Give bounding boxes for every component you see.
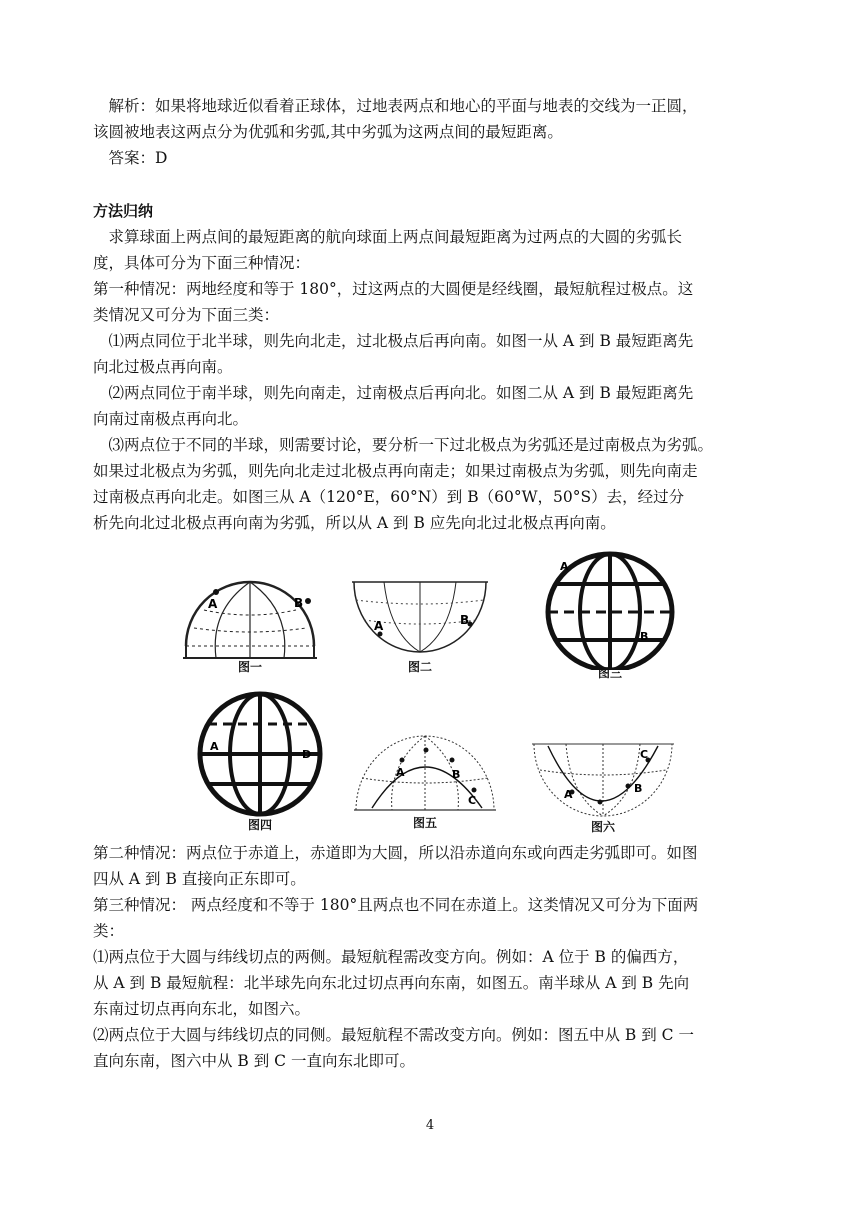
- analysis-line-2: 该圆被地表这两点分为优弧和劣弧,其中劣弧为这两点间的最短距离。: [93, 123, 563, 141]
- figure-2: [350, 578, 490, 678]
- case1-a-line-2: 向北过极点再向南。: [93, 358, 233, 376]
- figure-4-label-d: D: [302, 748, 312, 761]
- figure-5: [352, 728, 498, 832]
- figure-1-caption: 图一: [237, 660, 262, 674]
- case3-line-2: 类：: [93, 922, 125, 940]
- figure-5-drawing: [352, 728, 498, 818]
- analysis-line-1: 解析：如果将地球近似看着正球体，过地表两点和地心的平面与地表的交线为一正圆，: [93, 97, 698, 115]
- intro-line-2: 度，具体可分为下面三种情况：: [93, 254, 311, 272]
- figure-5-label-a: A: [396, 766, 405, 779]
- case1-a-line-1: ⑴两点同位于北半球，则先向北走，过北极点后再向南。如图一从 A 到 B 最短距离先: [93, 332, 694, 350]
- case3-b-line-2: 直向东南，图六中从 B 到 C 一直向东北即可。: [93, 1052, 415, 1070]
- figure-4-caption: 图四: [247, 818, 272, 832]
- figure-6-drawing: [530, 740, 676, 822]
- figure-5-label-b: B: [452, 768, 461, 781]
- figure-2-label-b: B: [460, 613, 470, 627]
- figure-1: [180, 570, 320, 680]
- figure-4-label-a: A: [210, 740, 219, 753]
- figure-1-label-b: B: [294, 596, 304, 610]
- figure-4: [190, 688, 330, 830]
- case1-c-line-3: 过南极点再向北走。如图三从 A（120°E，60°N）到 B（60°W，50°S）去，经过分: [93, 488, 685, 506]
- figure-6-label-b: B: [634, 782, 643, 795]
- figure-5-caption: 图五: [412, 816, 437, 830]
- case1-b-line-2: 向南过南极点再向北。: [93, 410, 249, 428]
- figure-3-caption: 图三: [597, 666, 622, 680]
- figure-5-label-c: C: [468, 794, 477, 807]
- figure-6: [530, 740, 676, 836]
- case2-line-2: 四从 A 到 B 直接向正东即可。: [93, 870, 306, 888]
- case3-a-line-1: ⑴两点位于大圆与纬线切点的两侧。最短航程需改变方向。例如：A 位于 B 的偏西方，: [93, 948, 689, 966]
- figure-3-drawing: [540, 550, 680, 670]
- case3-b-line-1: ⑵两点位于大圆与纬线切点的同侧。最短航程不需改变方向。例如：图五中从 B 到 C 一: [93, 1026, 694, 1044]
- case1-c-line-2: 如果过北极点为劣弧，则先向北走过北极点再向南走；如果过南极点为劣弧，则先向南走: [93, 462, 698, 480]
- figure-6-caption: 图六: [590, 820, 615, 834]
- case1-c-line-1: ⑶两点位于不同的半球，则需要讨论，要分析一下过北极点为劣弧还是过南极点为劣弧。: [93, 436, 714, 454]
- figure-3-label-a: A: [560, 560, 569, 573]
- section-heading: 方法归纳: [93, 202, 154, 220]
- figure-2-label-a: A: [374, 619, 384, 633]
- case1-line-2: 类情况又可分为下面三类：: [93, 306, 280, 324]
- case3-a-line-3: 东南过切点再向东北，如图六。: [93, 1000, 311, 1018]
- page-number: 4: [425, 1118, 435, 1133]
- case1-b-line-1: ⑵两点同位于南半球，则先向南走，过南极点后再向北。如图二从 A 到 B 最短距离先: [93, 384, 694, 402]
- figure-6-label-a: A: [564, 788, 573, 801]
- figure-1-drawing: [180, 570, 320, 662]
- figure-1-label-a: A: [208, 597, 218, 611]
- figure-3: [540, 550, 680, 682]
- case3-a-line-2: 从 A 到 B 最短航程：北半球先向东北过切点再向东南，如图五。南半球从 A 到 B 先向: [93, 974, 690, 992]
- figure-2-caption: 图二: [407, 660, 432, 674]
- case1-c-line-4: 析先向北过北极点再向南为劣弧，所以从 A 到 B 应先向北过北极点再向南。: [93, 514, 616, 532]
- case2-line-1: 第二种情况：两点位于赤道上，赤道即为大圆，所以沿赤道向东或向西走劣弧即可。如图: [93, 844, 698, 862]
- intro-line-1: 求算球面上两点间的最短距离的航向球面上两点间最短距离为过两点的大圆的劣弧长: [93, 228, 683, 246]
- case3-line-1: 第三种情况： 两点经度和不等于 180°且两点也不同在赤道上。这类情况又可分为下面两: [93, 896, 699, 914]
- figure-3-label-b: B: [640, 630, 649, 643]
- answer-line: 答案：D: [93, 149, 168, 167]
- figure-6-label-c: C: [640, 748, 649, 761]
- figure-4-drawing: [190, 688, 330, 818]
- case1-line-1: 第一种情况：两地经度和等于 180°，过这两点的大圆便是经线圈，最短航程过极点。这: [93, 280, 694, 298]
- figure-2-drawing: [350, 578, 490, 658]
